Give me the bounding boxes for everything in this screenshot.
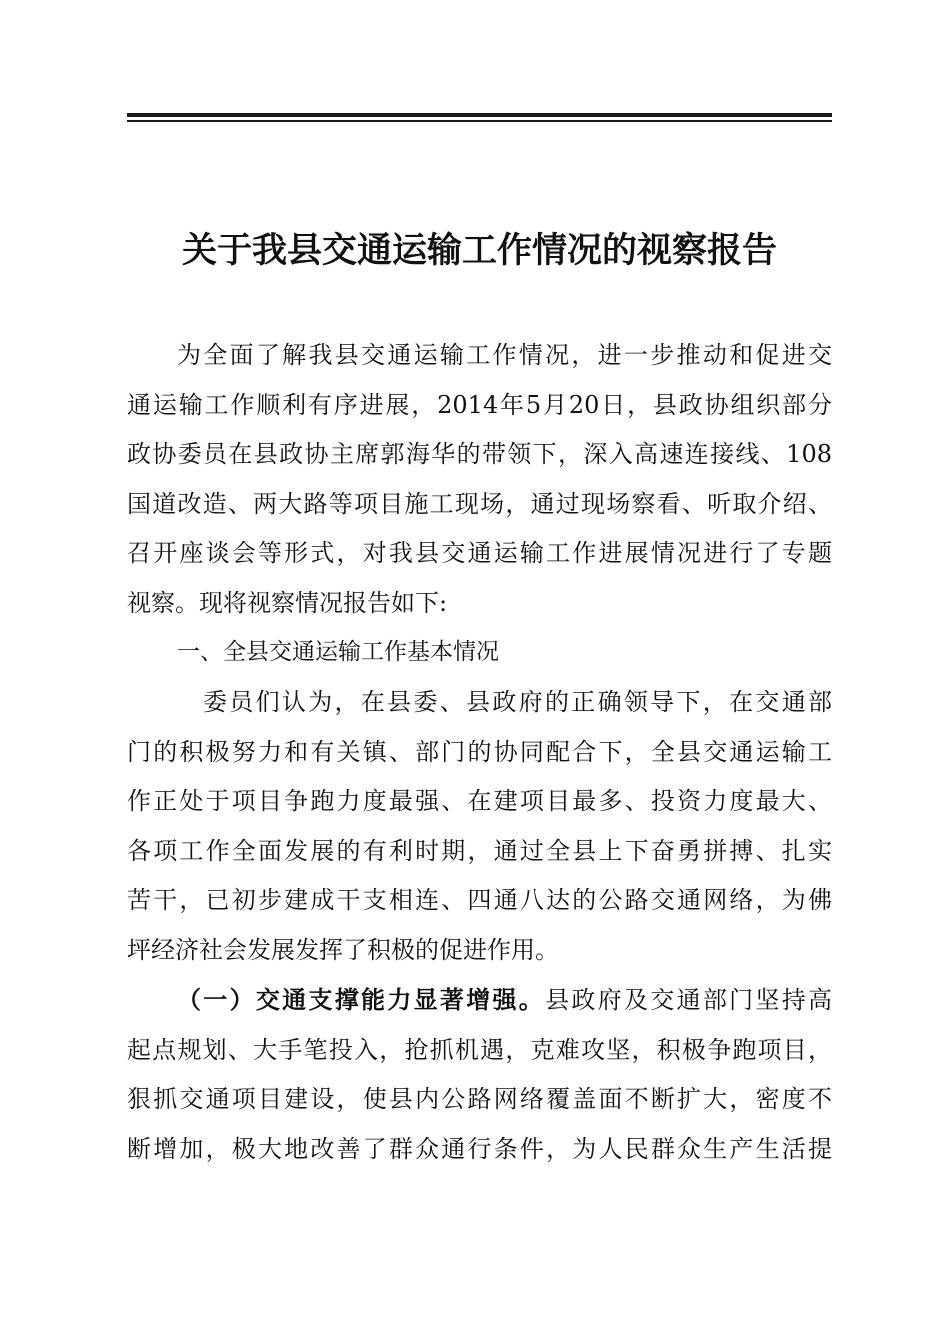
section-heading-block — [127, 628, 832, 678]
text-line: 委员们认为，在县委、县政府的正确领导下，在交通部 — [203, 688, 832, 716]
transport-capacity-paragraph — [127, 976, 832, 1174]
text-line — [127, 976, 832, 1026]
subsection-heading: （一）交通支撑能力显著增强。 — [177, 986, 546, 1014]
text-line: 各项工作全面发展的有利时期，通过全县上下奋勇拼搏、扎实 — [127, 836, 832, 865]
text-line: 召开座谈会等形式，对我县交通运输工作进展情况进行了专题 — [127, 539, 832, 567]
header-rule-thin — [127, 120, 832, 122]
text-line: 通运输工作顺利有序进展，2014年5月20日，县政协组织部分 — [127, 390, 832, 419]
document-title: 关于我县交通运输工作情况的视察报告 — [181, 231, 777, 271]
text-line: 政协委员在县政协主席郭海华的带领下，深入高速连接线、108 — [127, 440, 832, 468]
text-line-rest: 县政府及交通部门坚持高 — [545, 986, 833, 1014]
text-line: 断增加，极大地改善了群众通行条件，为人民群众生产生活提 — [127, 1134, 832, 1163]
text-line: 起点规划、大手笔投入，抢抓机遇，克难攻坚，积极争跑项目， — [127, 1035, 832, 1064]
text-line: 门的积极努力和有关镇、部门的协同配合下，全县交通运输工 — [127, 737, 832, 766]
basic-situation-paragraph — [127, 678, 832, 975]
text-line: 狠抓交通项目建设，使县内公路网络覆盖面不断扩大，密度不 — [127, 1085, 832, 1113]
section-heading: 一、全县交通运输工作基本情况 — [177, 639, 499, 665]
header-rule-thick — [127, 113, 832, 117]
text-line: 国道改造、两大路等项目施工现场，通过现场察看、听取介绍、 — [127, 489, 832, 518]
text-line: 作正处于项目争跑力度最强、在建项目最多、投资力度最大、 — [127, 787, 832, 815]
text-line: 视察。现将视察情况报告如下: — [127, 588, 448, 617]
text-line: 苦干，已初步建成干支相连、四通八达的公路交通网络，为佛 — [127, 886, 832, 914]
text-line: 坪经济社会发展发挥了积极的促进作用。 — [127, 935, 559, 964]
text-line: 为全面了解我县交通运输工作情况，进一步推动和促进交 — [177, 341, 832, 369]
intro-paragraph — [127, 331, 832, 628]
